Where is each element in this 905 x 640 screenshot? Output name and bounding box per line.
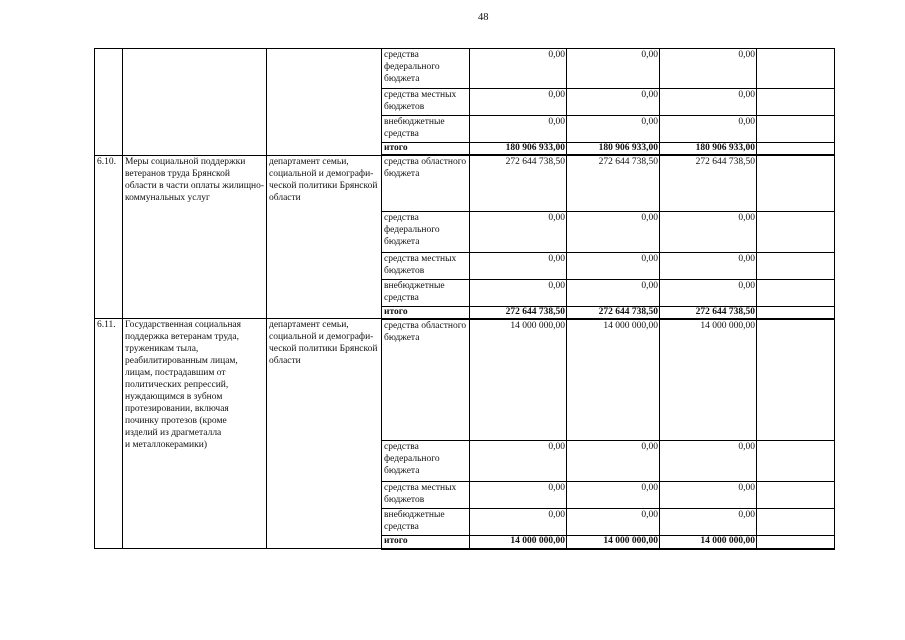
row-number-cell: 6.10. bbox=[95, 155, 123, 319]
funding-source-cell: средства местных бюджетов bbox=[382, 482, 470, 509]
amount-cell-3: 272 644 738,50 bbox=[660, 155, 757, 211]
funding-source-cell: средства местных бюджетов bbox=[382, 89, 470, 116]
amount-cell-3: 0,00 bbox=[660, 441, 757, 482]
empty-cell bbox=[757, 482, 835, 509]
funding-source-cell: внебюджетные средства bbox=[382, 509, 470, 536]
responsible-cell bbox=[267, 49, 382, 156]
amount-cell-2: 272 644 738,50 bbox=[567, 155, 660, 211]
measure-name-cell bbox=[123, 49, 267, 156]
funding-source-cell: внебюджетные средства bbox=[382, 116, 470, 143]
amount-cell-1: 272 644 738,50 bbox=[470, 155, 567, 211]
amount-cell-1: 0,00 bbox=[470, 49, 567, 89]
amount-cell-1: 0,00 bbox=[470, 116, 567, 143]
amount-cell-2: 14 000 000,00 bbox=[567, 319, 660, 441]
amount-cell-2: 0,00 bbox=[567, 252, 660, 279]
funding-source-cell: средства федерального бюджета bbox=[382, 211, 470, 252]
amount-cell-1: 0,00 bbox=[470, 441, 567, 482]
budget-table bbox=[94, 48, 835, 550]
funding-source-cell: средства областного бюджета bbox=[382, 319, 470, 441]
responsible-cell: департамент семьи, социальной и демографи- ческой политики Брянской области bbox=[267, 155, 382, 319]
funding-source-cell: внебюджетные средства bbox=[382, 279, 470, 306]
amount-cell-2: 0,00 bbox=[567, 441, 660, 482]
empty-cell bbox=[757, 143, 835, 156]
amount-cell-3: 0,00 bbox=[660, 509, 757, 536]
total-label-cell: итого bbox=[382, 306, 470, 319]
page-number: 48 bbox=[478, 12, 489, 23]
row-number-cell bbox=[95, 49, 123, 156]
amount-cell-1: 0,00 bbox=[470, 211, 567, 252]
amount-cell-3: 0,00 bbox=[660, 252, 757, 279]
total-amount-cell-3: 14 000 000,00 bbox=[660, 536, 757, 549]
total-amount-cell-1: 14 000 000,00 bbox=[470, 536, 567, 549]
measure-name-cell: Меры социальной поддержки ветеранов труда Брянской области в части оплаты жилищно- коммунальных услуг bbox=[123, 155, 267, 319]
total-label-cell: итого bbox=[382, 143, 470, 156]
amount-cell-3: 0,00 bbox=[660, 279, 757, 306]
empty-cell bbox=[757, 279, 835, 306]
empty-cell bbox=[757, 536, 835, 549]
empty-cell bbox=[757, 49, 835, 89]
amount-cell-2: 0,00 bbox=[567, 89, 660, 116]
amount-cell-2: 0,00 bbox=[567, 49, 660, 89]
amount-cell-2: 0,00 bbox=[567, 211, 660, 252]
empty-cell bbox=[757, 116, 835, 143]
funding-source-cell: средства местных бюджетов bbox=[382, 252, 470, 279]
funding-source-cell: средства областного бюджета bbox=[382, 155, 470, 211]
total-amount-cell-1: 180 906 933,00 bbox=[470, 143, 567, 156]
amount-cell-1: 0,00 bbox=[470, 509, 567, 536]
responsible-cell: департамент семьи, социальной и демографи- ческой политики Брянской области bbox=[267, 319, 382, 549]
empty-cell bbox=[757, 155, 835, 211]
empty-cell bbox=[757, 509, 835, 536]
amount-cell-2: 0,00 bbox=[567, 482, 660, 509]
total-amount-cell-3: 180 906 933,00 bbox=[660, 143, 757, 156]
measure-name-cell: Государственная социальная поддержка ветеранам труда, труженикам тыла, реабилитированным лицам, лицам, пострадавшим от политических репрессий, нуждающимся в зубном протезировании, включая починку протезов (кроме изделий из драгметалла и металлокерамики) bbox=[123, 319, 267, 549]
empty-cell bbox=[757, 306, 835, 319]
total-amount-cell-2: 272 644 738,50 bbox=[567, 306, 660, 319]
empty-cell bbox=[757, 441, 835, 482]
empty-cell bbox=[757, 319, 835, 441]
row-number-cell: 6.11. bbox=[95, 319, 123, 549]
funding-source-cell: средства федерального бюджета bbox=[382, 441, 470, 482]
funding-source-cell: средства федерального бюджета bbox=[382, 49, 470, 89]
total-amount-cell-1: 272 644 738,50 bbox=[470, 306, 567, 319]
amount-cell-1: 0,00 bbox=[470, 252, 567, 279]
amount-cell-3: 14 000 000,00 bbox=[660, 319, 757, 441]
empty-cell bbox=[757, 252, 835, 279]
amount-cell-2: 0,00 bbox=[567, 509, 660, 536]
total-label-cell: итого bbox=[382, 536, 470, 549]
amount-cell-3: 0,00 bbox=[660, 89, 757, 116]
table-row bbox=[95, 155, 835, 211]
amount-cell-1: 0,00 bbox=[470, 482, 567, 509]
total-amount-cell-2: 180 906 933,00 bbox=[567, 143, 660, 156]
amount-cell-3: 0,00 bbox=[660, 49, 757, 89]
amount-cell-1: 14 000 000,00 bbox=[470, 319, 567, 441]
table-row bbox=[95, 49, 835, 89]
amount-cell-1: 0,00 bbox=[470, 89, 567, 116]
total-amount-cell-3: 272 644 738,50 bbox=[660, 306, 757, 319]
empty-cell bbox=[757, 211, 835, 252]
amount-cell-3: 0,00 bbox=[660, 116, 757, 143]
amount-cell-2: 0,00 bbox=[567, 116, 660, 143]
empty-cell bbox=[757, 89, 835, 116]
amount-cell-1: 0,00 bbox=[470, 279, 567, 306]
table-row bbox=[95, 319, 835, 441]
total-amount-cell-2: 14 000 000,00 bbox=[567, 536, 660, 549]
amount-cell-3: 0,00 bbox=[660, 482, 757, 509]
amount-cell-3: 0,00 bbox=[660, 211, 757, 252]
amount-cell-2: 0,00 bbox=[567, 279, 660, 306]
